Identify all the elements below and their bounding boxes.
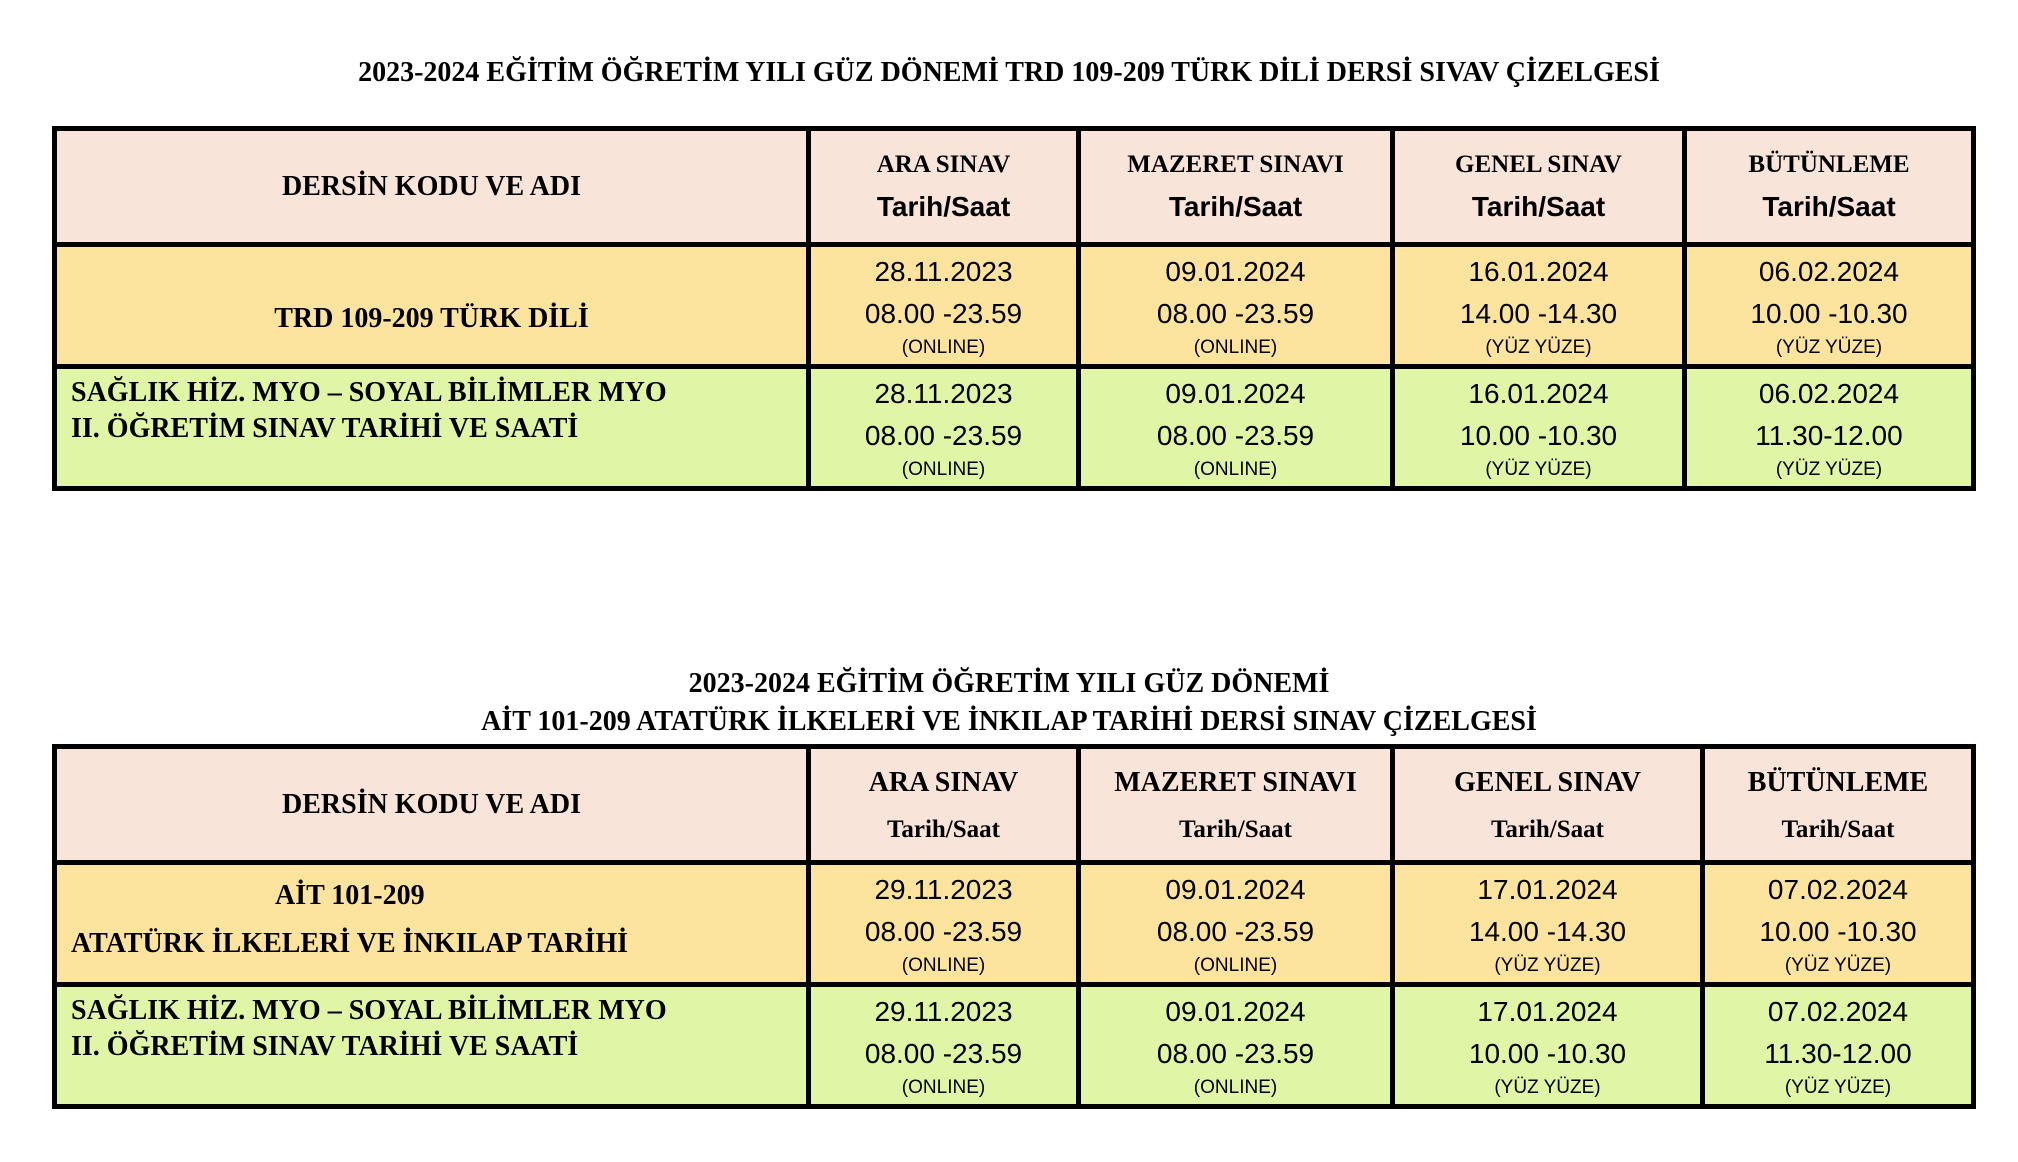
exam-mode: (ONLINE) [1193,336,1278,358]
exam-time: 08.00 -23.59 [1156,419,1315,451]
schedule-cell [1703,985,1974,1107]
table2-title-line2: AİT 101-209 ATATÜRK İLKELERİ VE İNKILAP TARİHİ DERSİ SINAV ÇİZELGESİ [481,706,1537,737]
exam-time: 10.00 -10.30 [1459,419,1618,451]
course-title: ATATÜRK İLKELERİ VE İNKILAP TARİHİ [71,927,629,959]
course-line: SAĞLIK HİZ. MYO – SOYAL BİLİMLER MYO [71,995,667,1026]
header-cell-ara [809,747,1079,863]
exam-schedule-table-ait [52,744,1976,1109]
exam-date: 28.11.2023 [874,255,1013,287]
schedule-cell [809,367,1079,489]
date-time-label: Tarih/Saat [876,190,1011,222]
schedule-cell [1079,367,1393,489]
exam-type-label: GENEL SINAV [1455,150,1622,178]
course-name-cell [55,985,809,1107]
course-line: II. ÖĞRETİM SINAV TARİHİ VE SAATİ [71,1031,579,1062]
date-time-label: Tarih/Saat [1168,190,1303,222]
exam-mode: (ONLINE) [1193,458,1278,480]
exam-date: 09.01.2024 [1165,995,1306,1027]
schedule-cell [1079,985,1393,1107]
exam-time: 10.00 -10.30 [1759,915,1917,947]
header-cell-butunleme [1685,129,1974,245]
course-column-header: DERSİN KODU VE ADI [55,129,809,245]
exam-time: 08.00 -23.59 [1156,915,1315,947]
header-cell-mazeret [1079,747,1393,863]
course-line: II. ÖĞRETİM SINAV TARİHİ VE SAATİ [71,413,579,444]
exam-time: 14.00 -14.30 [1459,297,1618,329]
date-time-label: Tarih/Saat [1781,815,1895,843]
exam-mode: (YÜZ YÜZE) [1775,336,1883,358]
exam-mode: (ONLINE) [901,954,986,976]
table-row [55,863,1974,985]
course-column-header: DERSİN KODU VE ADI [55,747,809,863]
exam-time: 14.00 -14.30 [1468,915,1627,947]
schedule-cell [1703,863,1974,985]
exam-mode: (ONLINE) [1193,954,1278,976]
header-cell-mazeret [1079,129,1393,245]
exam-mode: (YÜZ YÜZE) [1775,458,1883,480]
exam-date: 16.01.2024 [1468,255,1609,287]
exam-time: 08.00 -23.59 [1156,297,1315,329]
exam-type-label: ARA SINAV [876,150,1011,178]
header-cell-genel [1393,747,1703,863]
exam-type-label: MAZERET SINAVI [1127,150,1344,178]
schedule-cell [809,985,1079,1107]
header-row [55,747,1974,863]
exam-mode: (YÜZ YÜZE) [1494,1076,1601,1098]
exam-time: 08.00 -23.59 [864,915,1023,947]
exam-date: 28.11.2023 [874,377,1013,409]
exam-type-label: BÜTÜNLEME [1748,150,1910,178]
exam-mode: (YÜZ YÜZE) [1485,458,1592,480]
date-time-label: Tarih/Saat [1471,190,1606,222]
exam-time: 08.00 -23.59 [1156,1037,1315,1069]
exam-mode: (YÜZ YÜZE) [1485,336,1592,358]
exam-date: 06.02.2024 [1758,255,1900,287]
exam-mode: (ONLINE) [1193,1076,1278,1098]
schedule-cell [1393,863,1703,985]
exam-date: 17.01.2024 [1477,873,1618,905]
exam-date: 06.02.2024 [1758,377,1900,409]
schedule-cell [1685,367,1974,489]
schedule-cell [809,863,1079,985]
exam-time: 08.00 -23.59 [864,419,1023,451]
date-time-label: Tarih/Saat [1762,190,1896,222]
course-name-cell [55,863,809,985]
date-time-label: Tarih/Saat [1178,815,1292,843]
exam-time: 11.30-12.00 [1755,419,1903,451]
exam-mode: (ONLINE) [901,458,986,480]
exam-time: 10.00 -10.30 [1468,1037,1627,1069]
date-time-label: Tarih/Saat [1490,815,1604,843]
header-cell-butunleme [1703,747,1974,863]
exam-mode: (YÜZ YÜZE) [1784,954,1892,976]
exam-mode: (YÜZ YÜZE) [1784,1076,1892,1098]
table-row [55,367,1974,489]
header-cell-genel [1393,129,1685,245]
exam-date: 09.01.2024 [1165,873,1306,905]
date-time-label: Tarih/Saat [886,815,1000,843]
schedule-cell [809,245,1079,367]
exam-date: 29.11.2023 [874,873,1013,905]
exam-time: 08.00 -23.59 [864,297,1023,329]
table2-title-line1: 2023-2024 EĞİTİM ÖĞRETİM YILI GÜZ DÖNEMİ [688,668,1330,699]
schedule-cell [1393,245,1685,367]
schedule-cell [1079,245,1393,367]
exam-date: 29.11.2023 [874,995,1013,1027]
course-name-cell: TRD 109-209 TÜRK DİLİ [55,245,809,367]
table1-title: 2023-2024 EĞİTİM ÖĞRETİM YILI GÜZ DÖNEMİ TRD 109-209 TÜRK DİLİ DERSİ SIVAV ÇİZELGESİ [358,57,1660,88]
exam-mode: (ONLINE) [901,1076,986,1098]
course-code: AİT 101-209 [275,879,425,911]
exam-date: 07.02.2024 [1767,995,1909,1027]
table-row [55,245,1974,367]
exam-mode: (ONLINE) [901,336,986,358]
schedule-cell [1079,863,1393,985]
exam-type-label: BÜTÜNLEME [1747,766,1929,798]
exam-schedule-table-trd [52,126,1976,491]
exam-date: 17.01.2024 [1477,995,1618,1027]
exam-type-label: GENEL SINAV [1453,766,1641,798]
exam-mode: (YÜZ YÜZE) [1494,954,1601,976]
exam-time: 08.00 -23.59 [864,1037,1023,1069]
exam-time: 10.00 -10.30 [1750,297,1908,329]
course-name-cell [55,367,809,489]
exam-date: 16.01.2024 [1468,377,1609,409]
exam-date: 09.01.2024 [1165,255,1306,287]
header-row [55,129,1974,245]
exam-date: 07.02.2024 [1767,873,1909,905]
schedule-cell [1393,367,1685,489]
exam-type-label: MAZERET SINAVI [1114,766,1357,798]
schedule-cell [1685,245,1974,367]
schedule-cell [1393,985,1703,1107]
table-row [55,985,1974,1107]
header-cell-ara [809,129,1079,245]
exam-type-label: ARA SINAV [868,766,1019,798]
exam-time: 11.30-12.00 [1764,1037,1912,1069]
exam-date: 09.01.2024 [1165,377,1306,409]
course-line: SAĞLIK HİZ. MYO – SOYAL BİLİMLER MYO [71,377,667,408]
